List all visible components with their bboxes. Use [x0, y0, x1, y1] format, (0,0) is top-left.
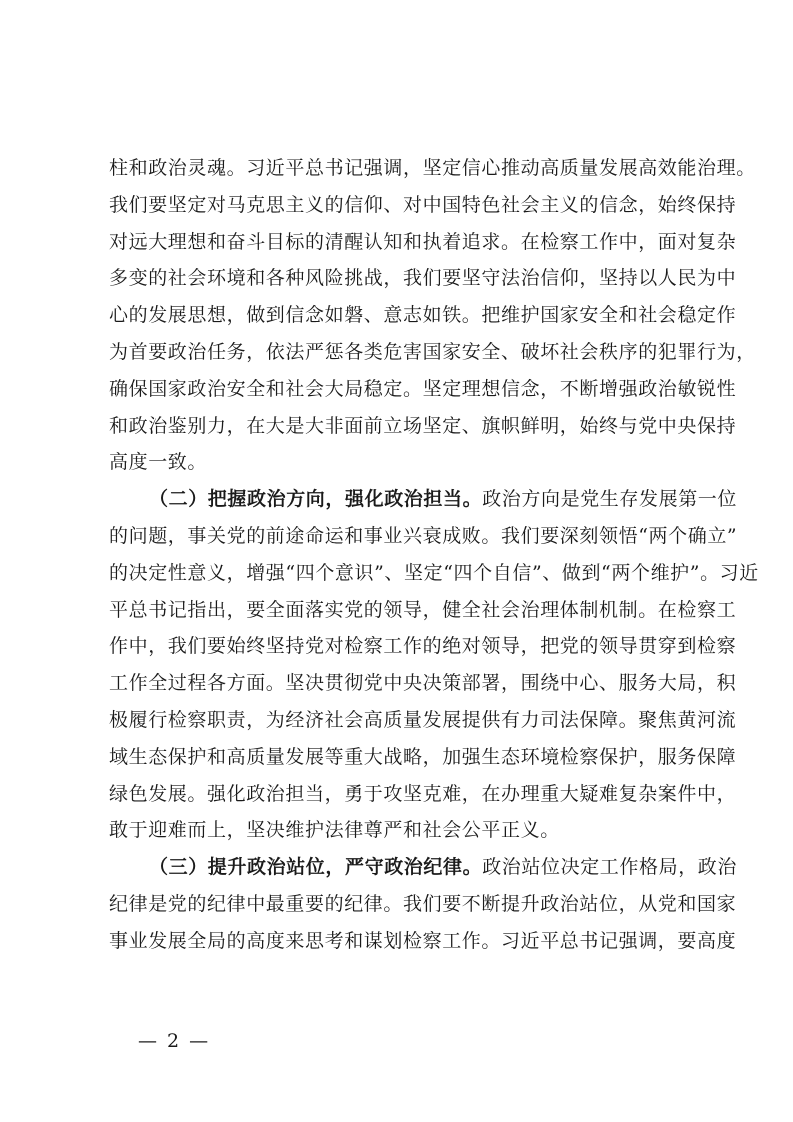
paragraph-1-line-1: 柱和政治灵魂。习近平总书记强调，坚定信心推动高质量发展高效能治理。 — [109, 157, 756, 179]
paragraph-1-line-7: 确保国家政治安全和社会大局稳定。坚定理想信念，不断增强政治敏锐性 — [109, 377, 737, 400]
paragraph-2-line-9: 绿色发展。强化政治担当，勇于攻坚克难，在办理重大疑难复杂案件中， — [109, 782, 737, 805]
paragraph-3-line-3: 事业发展全局的高度来思考和谋划检察工作。习近平总书记强调，要高度 — [109, 929, 737, 952]
paragraph-1-line-6: 为首要政治任务，依法严惩各类危害国家安全、破坏社会秩序的犯罪行为， — [109, 340, 756, 363]
paragraph-2-line-5: 作中，我们要始终坚持党对检察工作的绝对领导，把党的领导贯穿到检察 — [109, 635, 737, 658]
paragraph-2-line-2: 的问题，事关党的前途命运和事业兴衰成败。我们要深刻领悟“两个确立” — [109, 524, 738, 547]
paragraph-2-line-4: 平总书记指出，要全面落实党的领导，健全社会治理体制机制。在检察工 — [109, 598, 737, 621]
paragraph-2-first-line — [109, 481, 738, 518]
section-heading-3: （三）提升政治站位，严守政治纪律。 — [149, 856, 483, 879]
body-text — [109, 150, 759, 960]
paragraph-3-first-line — [109, 849, 738, 886]
section-heading-2: （二）把握政治方向，强化政治担当。 — [149, 488, 483, 511]
paragraph-3-line-2: 纪律是党的纪律中最重要的纪律。我们要不断提升政治站位，从党和国家 — [109, 892, 737, 915]
paragraph-3-first-line-text: 政治站位决定工作格局，政治 — [482, 856, 738, 879]
paragraph-2-first-line-text: 政治方向是党生存发展第一位 — [482, 488, 738, 511]
paragraph-1-line-5: 心的发展思想，做到信念如磐、意志如铁。把维护国家安全和社会稳定作 — [109, 304, 737, 327]
paragraph-2-line-8: 域生态保护和高质量发展等重大战略，加强生态环境检察保护，服务保障 — [109, 745, 737, 768]
paragraph-1-line-3: 对远大理想和奋斗目标的清醒认知和执着追求。在检察工作中，面对复杂 — [109, 230, 737, 253]
paragraph-2-line-6: 工作全过程各方面。坚决贯彻党中央决策部署，围绕中心、服务大局，积 — [109, 672, 737, 695]
paragraph-1-line-2: 我们要坚定对马克思主义的信仰、对中国特色社会主义的信念，始终保持 — [109, 193, 737, 216]
paragraph-1-line-8: 和政治鉴别力，在大是大非面前立场坚定、旗帜鲜明，始终与党中央保持 — [109, 414, 737, 437]
paragraph-1-line-9: 高度一致。 — [109, 451, 208, 474]
paragraph-1-line-4: 多变的社会环境和各种风险挑战，我们要坚守法治信仰，坚持以人民为中 — [109, 267, 737, 290]
paragraph-2-line-10: 敢于迎难而上，坚决维护法律尊严和社会公平正义。 — [109, 819, 560, 842]
paragraph-2-line-3: 的决定性意义，增强“四个意识”、坚定“四个自信”、做到“两个维护”。习近 — [109, 561, 759, 584]
paragraph-2-line-7: 极履行检察职责，为经济社会高质量发展提供有力司法保障。聚焦黄河流 — [109, 708, 737, 731]
page-number: — 2 — — [138, 1030, 211, 1052]
